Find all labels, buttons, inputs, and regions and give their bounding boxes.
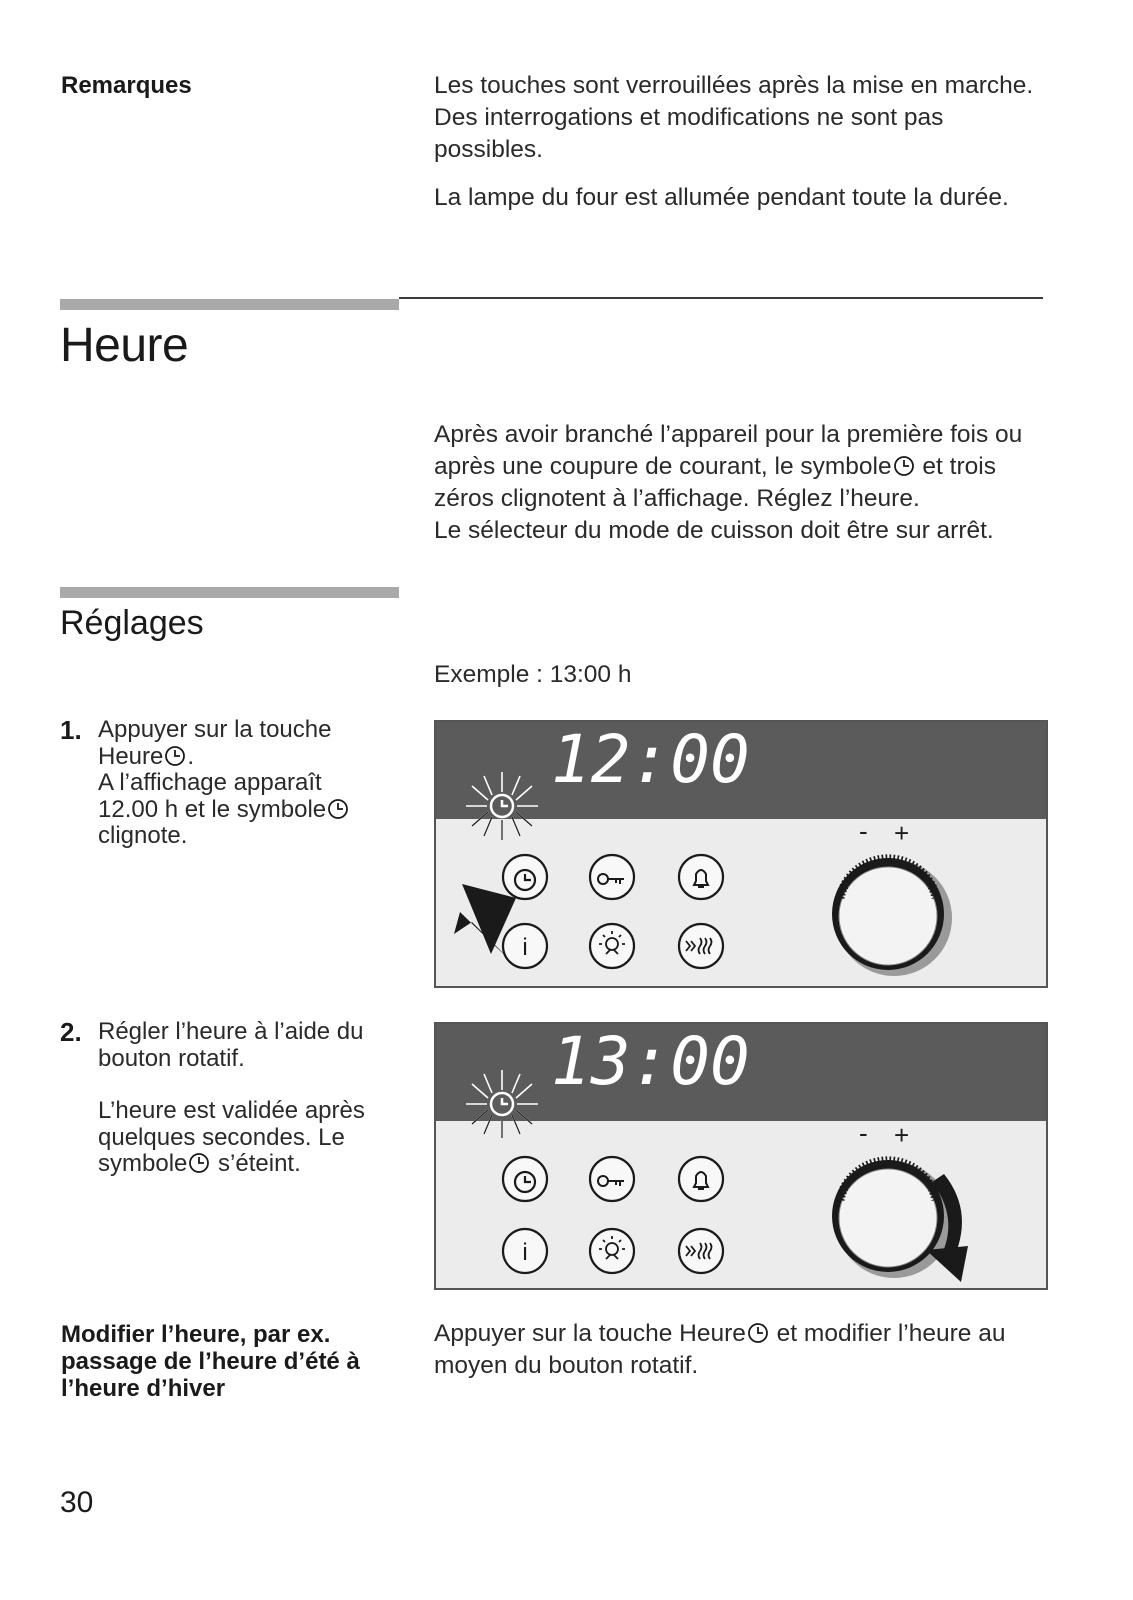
clock-icon [164, 745, 186, 767]
example-label: Exemple : 13:00 h [434, 661, 632, 688]
page-number: 30 [60, 1486, 94, 1519]
control-panel-1 [434, 720, 1048, 988]
step2-text: Régler l’heure à l’aide du bouton rotatif. L’heure est validée après quelques secondes. Le symbole s’éteint. [98, 1018, 365, 1177]
minus-label: - [859, 1118, 868, 1148]
plus-label: + [894, 818, 910, 848]
info-icon: i [522, 934, 528, 961]
info-button[interactable] [503, 1229, 547, 1273]
info-button[interactable] [503, 924, 547, 968]
time-display: 12:00 [551, 722, 750, 798]
step1-number: 1. [60, 715, 82, 745]
modify-label: Modifier l’heure, par ex. passage de l’heure d’été à l’heure d’hiver [61, 1321, 360, 1402]
lamp-button[interactable] [590, 1229, 634, 1273]
control-panel-2 [434, 1022, 1048, 1290]
alarm-button[interactable] [679, 1157, 723, 1201]
clock-icon [893, 455, 915, 477]
panel-illustration [436, 1024, 1046, 1288]
minus-label: - [859, 816, 868, 846]
section-bar-reglages [60, 587, 399, 598]
key-lock-button[interactable] [590, 855, 634, 899]
step2-number: 2. [60, 1017, 82, 1047]
step1-text: Appuyer sur la touche Heure . A l’affichage apparaît 12.00 h et le symbole clignote. [98, 717, 350, 850]
fast-heat-button[interactable] [679, 1229, 723, 1273]
lamp-button[interactable] [590, 924, 634, 968]
clock-icon [188, 1152, 210, 1174]
section-title-heure: Heure [60, 319, 189, 372]
panel-illustration [436, 722, 1046, 986]
plus-label: + [894, 1120, 910, 1150]
modify-text: Appuyer sur la touche Heure et modifier l’heure au moyen du bouton rotatif. [434, 1320, 1006, 1379]
clock-icon [747, 1322, 769, 1344]
remarques-para1: Les touches sont verrouillées après la mise en marche. Des interrogations et modifications ne sont pas possibles. [434, 72, 1034, 163]
remarques-label: Remarques [61, 72, 192, 99]
heure-intro-line3: zéros clignotent à l’affichage. Réglez l’heure. [434, 485, 920, 512]
blinking-clock-icon [466, 772, 538, 840]
key-lock-button[interactable] [590, 1157, 634, 1201]
blinking-clock-icon [466, 1070, 538, 1138]
remarques-text [434, 70, 1054, 214]
remarques-para2: La lampe du four est allumée pendant toute la durée. [434, 184, 1009, 211]
heure-intro-line2: après une coupure de courant, le symbole et trois [434, 453, 996, 480]
time-display: 13:00 [551, 1024, 750, 1100]
heure-intro-line1: Après avoir branché l’appareil pour la première fois ou [434, 421, 1023, 448]
clock-button[interactable] [503, 1157, 547, 1201]
clock-button[interactable] [503, 855, 547, 899]
heure-intro [434, 419, 1074, 547]
section-bar-heure [60, 299, 399, 310]
clock-icon [327, 798, 349, 820]
rotary-knob[interactable] [832, 1160, 952, 1278]
section-title-reglages: Réglages [60, 604, 204, 642]
fast-heat-button[interactable] [679, 924, 723, 968]
info-icon: i [522, 1239, 528, 1266]
alarm-button[interactable] [679, 855, 723, 899]
section-rule [399, 297, 1043, 299]
heure-intro-line4: Le sélecteur du mode de cuisson doit être sur arrêt. [434, 517, 994, 544]
rotary-knob[interactable] [832, 858, 952, 976]
